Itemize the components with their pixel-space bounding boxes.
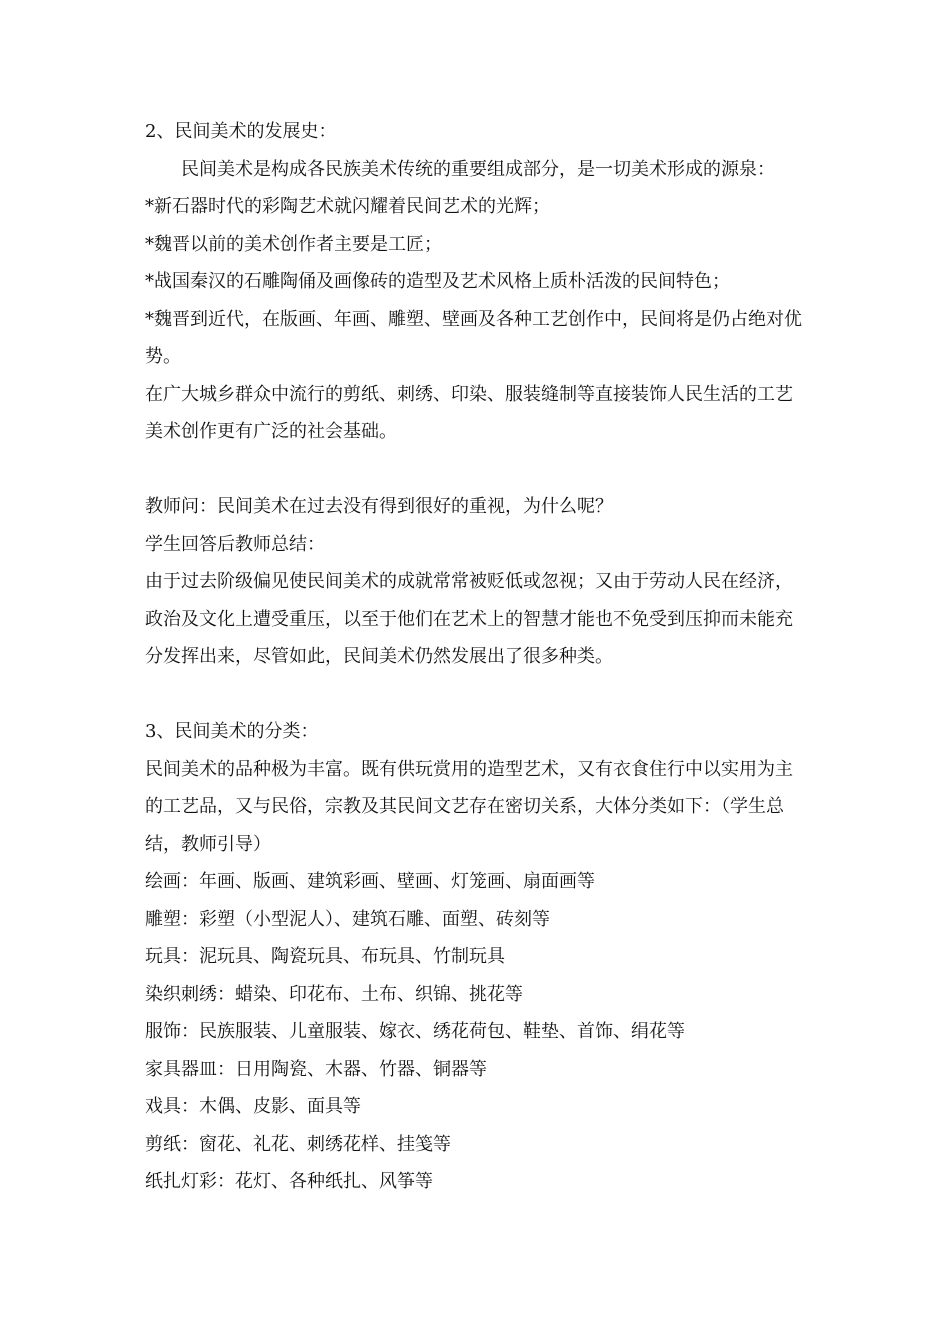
category-item: 戏具：木偶、皮影、面具等 xyxy=(145,1096,361,1117)
category-item: 玩具：泥玩具、陶瓷玩具、布玩具、竹制玩具 xyxy=(145,946,505,967)
history-point: *魏晋到近代，在版画、年画、雕塑、壁画及各种工艺创作中，民间将是仍占绝对优势。 xyxy=(145,308,802,367)
category-item: 纸扎灯彩：花灯、各种纸扎、风筝等 xyxy=(145,1171,433,1192)
category-item: 雕塑：彩塑（小型泥人）、建筑石雕、面塑、砖刻等 xyxy=(145,908,550,930)
history-point: *魏晋以前的美术创作者主要是工匠； xyxy=(145,233,442,255)
paragraph-gap xyxy=(145,451,810,489)
teacher-question: 教师问：民间美术在过去没有得到很好的重视，为什么呢？ xyxy=(145,496,613,517)
history-note: 在广大城乡群众中流行的剪纸、刺绣、印染、服装缝制等直接装饰人民生活的工艺美术创作更有广泛的社会基础。 xyxy=(145,383,793,442)
category-item: 服饰：民族服装、儿童服装、嫁衣、绣花荷包、鞋垫、首饰、绢花等 xyxy=(145,1021,685,1042)
student-summary-label: 学生回答后教师总结： xyxy=(145,533,325,555)
history-heading: 2、民间美术的发展史： xyxy=(145,121,337,142)
category-item: 剪纸：窗花、礼花、刺绣花样、挂笺等 xyxy=(145,1133,451,1155)
history-intro: 民间美术是构成各民族美术传统的重要组成部分，是一切美术形成的源泉： xyxy=(181,158,775,180)
category-item: 染织刺绣：蜡染、印花布、土布、织锦、挑花等 xyxy=(145,983,523,1005)
paragraph-gap xyxy=(145,676,810,714)
history-point: *战国秦汉的石雕陶俑及画像砖的造型及艺术风格上质朴活泼的民间特色； xyxy=(145,271,730,292)
classification-intro: 民间美术的品种极为丰富。既有供玩赏用的造型艺术，又有衣食住行中以实用为主的工艺品，又与民俗，宗教及其民间文艺存在密切关系，大体分类如下：（学生总结，教师引导） xyxy=(145,758,793,855)
category-item: 家具器皿：日用陶瓷、木器、竹器、铜器等 xyxy=(145,1058,487,1080)
category-item: 绘画：年画、版画、建筑彩画、壁画、灯笼画、扇面画等 xyxy=(145,871,595,892)
summary-text: 由于过去阶级偏见使民间美术的成就常常被贬低或忽视；又由于劳动人民在经济，政治及文化上遭受重压，以至于他们在艺术上的智慧才能也不免受到压抑而未能充分发挥出来，尽管如此，民间美术仍然发展出了很多种类。 xyxy=(145,571,793,667)
document-body xyxy=(145,113,810,1201)
classification-heading: 3、民间美术的分类： xyxy=(145,721,319,742)
history-point: *新石器时代的彩陶艺术就闪耀着民间艺术的光辉； xyxy=(145,196,550,217)
